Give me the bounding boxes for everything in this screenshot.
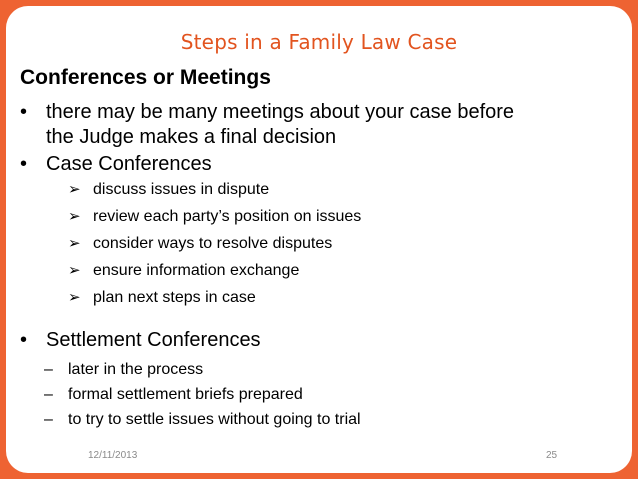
slide (6, 6, 632, 473)
slide-title: Steps in a Family Law Case (180, 30, 458, 54)
bullet-text: Case Conferences (46, 153, 212, 175)
item-text: review each party’s position on issues (93, 208, 362, 225)
bullet-text: the Judge makes a final decision (46, 126, 337, 148)
footer-date: 12/11/2013 (88, 450, 138, 461)
dash-marker: – (44, 386, 53, 403)
section-heading: Conferences or Meetings (20, 66, 271, 89)
item-text: discuss issues in dispute (93, 181, 270, 198)
dash-marker: – (44, 361, 53, 378)
arrow-bullet-icon: ➢ (68, 235, 81, 252)
item-text: to try to settle issues without going to trial (68, 411, 361, 428)
item-text: plan next steps in case (93, 289, 256, 306)
item-text: consider ways to resolve disputes (93, 235, 333, 252)
bullet-marker: • (20, 153, 28, 175)
arrow-bullet-icon: ➢ (68, 262, 81, 279)
item-text: later in the process (68, 361, 204, 378)
bullet-text: Settlement Conferences (46, 329, 261, 351)
item-text: formal settlement briefs prepared (68, 386, 303, 403)
bullet-text: there may be many meetings about your case before (46, 101, 515, 123)
slide-number: 25 (546, 450, 558, 461)
bullet-marker: • (20, 329, 28, 351)
arrow-bullet-icon: ➢ (68, 181, 81, 198)
bullet-marker: • (20, 101, 28, 123)
dash-marker: – (44, 411, 53, 428)
arrow-bullet-icon: ➢ (68, 289, 81, 306)
item-text: ensure information exchange (93, 262, 300, 279)
arrow-bullet-icon: ➢ (68, 208, 81, 225)
